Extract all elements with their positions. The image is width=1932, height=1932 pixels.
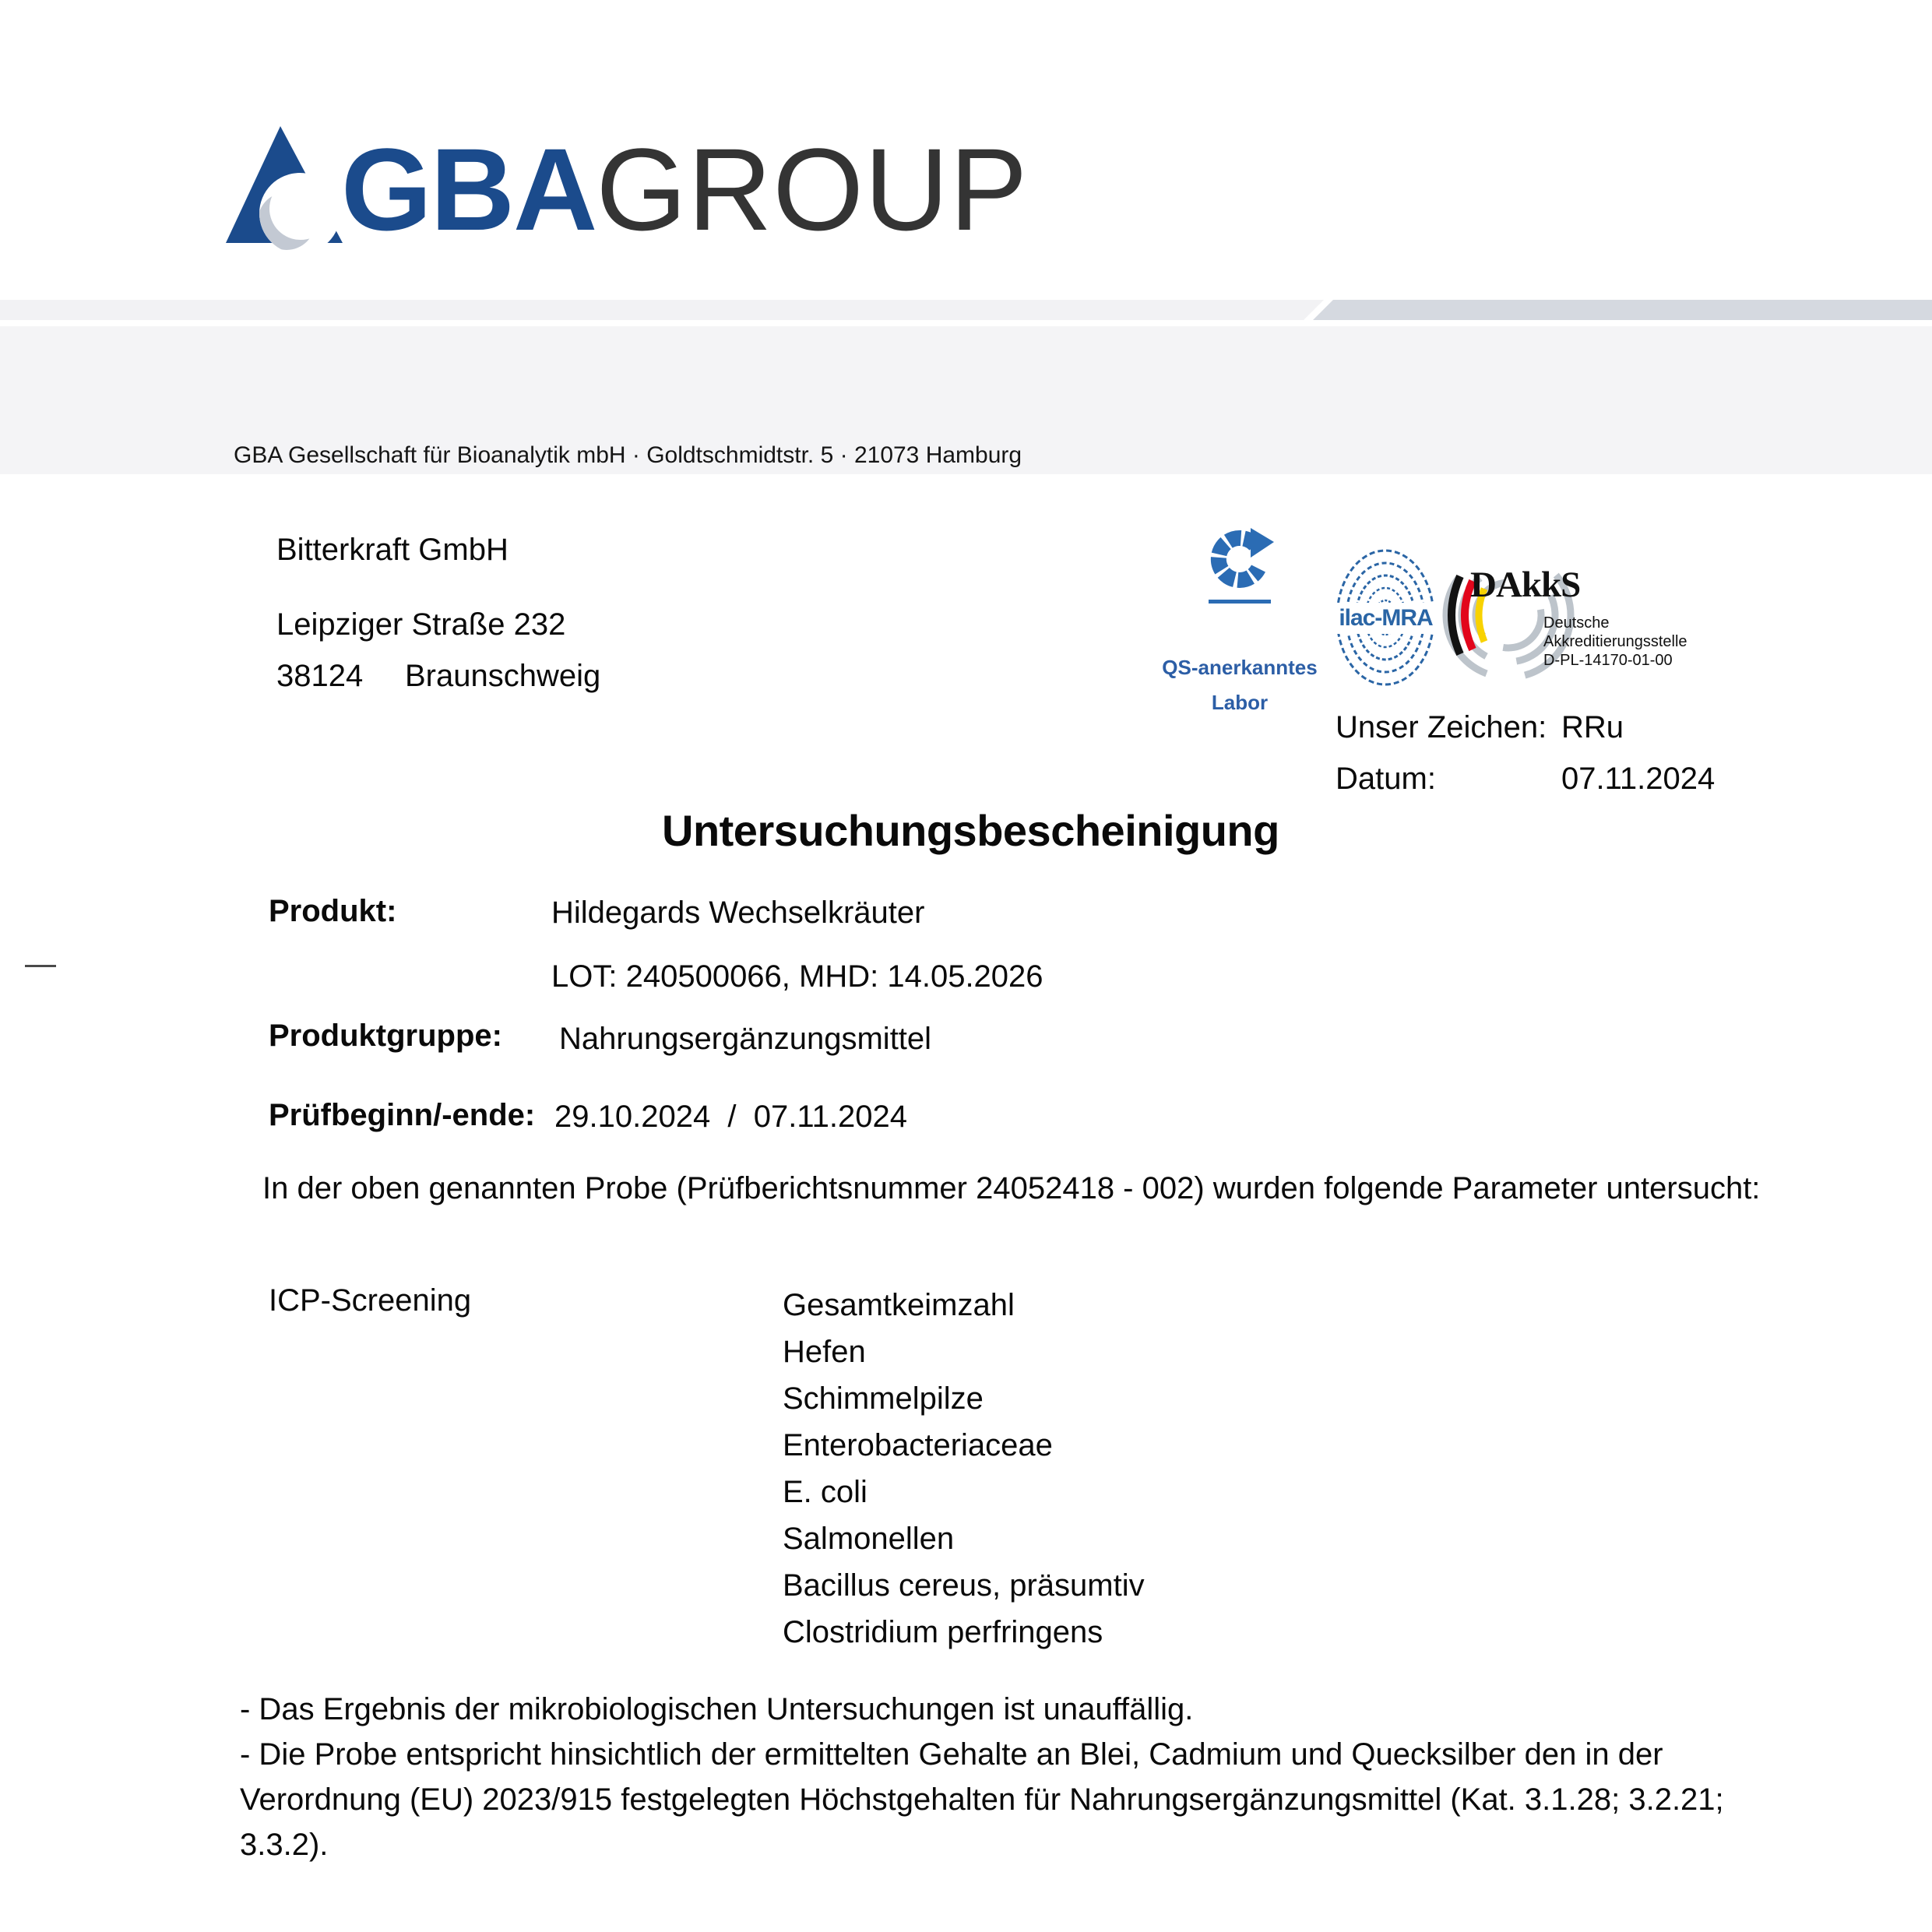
recipient-zip: 38124	[276, 659, 364, 693]
dakks-line2: Akkreditierungsstelle	[1543, 633, 1687, 650]
parameter-item: Schimmelpilze	[783, 1381, 984, 1416]
lot-line: LOT: 240500066, MHD: 14.05.2026	[551, 959, 1043, 994]
parameter-item: Enterobacteriaceae	[783, 1428, 1053, 1462]
productgroup-value: Nahrungsergänzungsmittel	[559, 1022, 932, 1056]
productgroup-label: Produktgruppe:	[269, 1019, 502, 1053]
fold-mark-icon	[25, 965, 56, 967]
recipient-street: Leipziger Straße 232	[276, 607, 566, 642]
qs-label-line1: QS-anerkanntes	[1162, 656, 1318, 679]
qs-label-line2: Labor	[1211, 691, 1269, 714]
dakks-title: DAkkS	[1470, 565, 1581, 605]
gba-wordmark	[341, 124, 1029, 255]
recipient-name: Bitterkraft GmbH	[276, 533, 509, 567]
screening-label: ICP-Screening	[269, 1283, 472, 1318]
product-label: Produkt:	[269, 894, 397, 928]
parameter-item: Hefen	[783, 1335, 866, 1369]
doc-title: Untersuchungsbescheinigung	[662, 806, 1279, 855]
meta-date-label: Datum:	[1336, 762, 1436, 796]
dakks-line1: Deutsche	[1543, 614, 1610, 632]
qs-badge	[1162, 528, 1318, 720]
header-band-accent	[1313, 300, 1932, 320]
result-line: - Die Probe entspricht hinsichtlich der ermittelten Gehalte an Blei, Cadmium und Quecksilber den in der	[240, 1737, 1663, 1772]
ilac-badge	[1333, 544, 1438, 692]
brand-group: GROUP	[596, 124, 1029, 255]
qs-underline	[1209, 600, 1271, 604]
results-block	[240, 1687, 1724, 1867]
parameter-item: Bacillus cereus, präsumtiv	[783, 1568, 1145, 1603]
brand-gba: GBA	[341, 124, 596, 255]
parameter-list	[783, 1282, 1145, 1656]
testperiod-value: 29.10.2024 / 07.11.2024	[554, 1100, 907, 1134]
testperiod-label: Prüfbeginn/-ende:	[269, 1098, 536, 1132]
parameter-item: E. coli	[783, 1475, 867, 1509]
recipient-city: Braunschweig	[405, 659, 601, 693]
sender-line: GBA Gesellschaft für Bioanalytik mbH · Goldtschmidtstr. 5 · 21073 Hamburg	[234, 442, 1022, 468]
parameter-item: Salmonellen	[783, 1522, 955, 1556]
dakks-line3: D-PL-14170-01-00	[1543, 652, 1673, 669]
intro-paragraph: In der oben genannten Probe (Prüfberichtsnummer 24052418 - 002) wurden folgende Parameter untersucht:	[262, 1171, 1761, 1205]
dakks-badge	[1437, 534, 1733, 690]
parameter-item: Gesamtkeimzahl	[783, 1288, 1015, 1322]
result-line: - Das Ergebnis der mikrobiologischen Untersuchungen ist unauffällig.	[240, 1692, 1194, 1726]
header-band-light	[0, 300, 1324, 320]
result-line: 3.3.2).	[240, 1828, 329, 1862]
meta-date-value: 07.11.2024	[1561, 762, 1716, 796]
ilac-label: ilac-MRA	[1339, 605, 1433, 631]
result-line: Verordnung (EU) 2023/915 festgelegten Höchstgehalten für Nahrungsergänzungsmittel (Kat. 3.1.28; 3.2.21;	[240, 1782, 1724, 1817]
qs-badge-icon	[1204, 528, 1276, 596]
meta-ref-value: RRu	[1561, 710, 1624, 744]
product-value: Hildegards Wechselkräuter	[551, 896, 925, 930]
meta-ref-label: Unser Zeichen:	[1336, 710, 1547, 744]
parameter-item: Clostridium perfringens	[783, 1615, 1103, 1649]
